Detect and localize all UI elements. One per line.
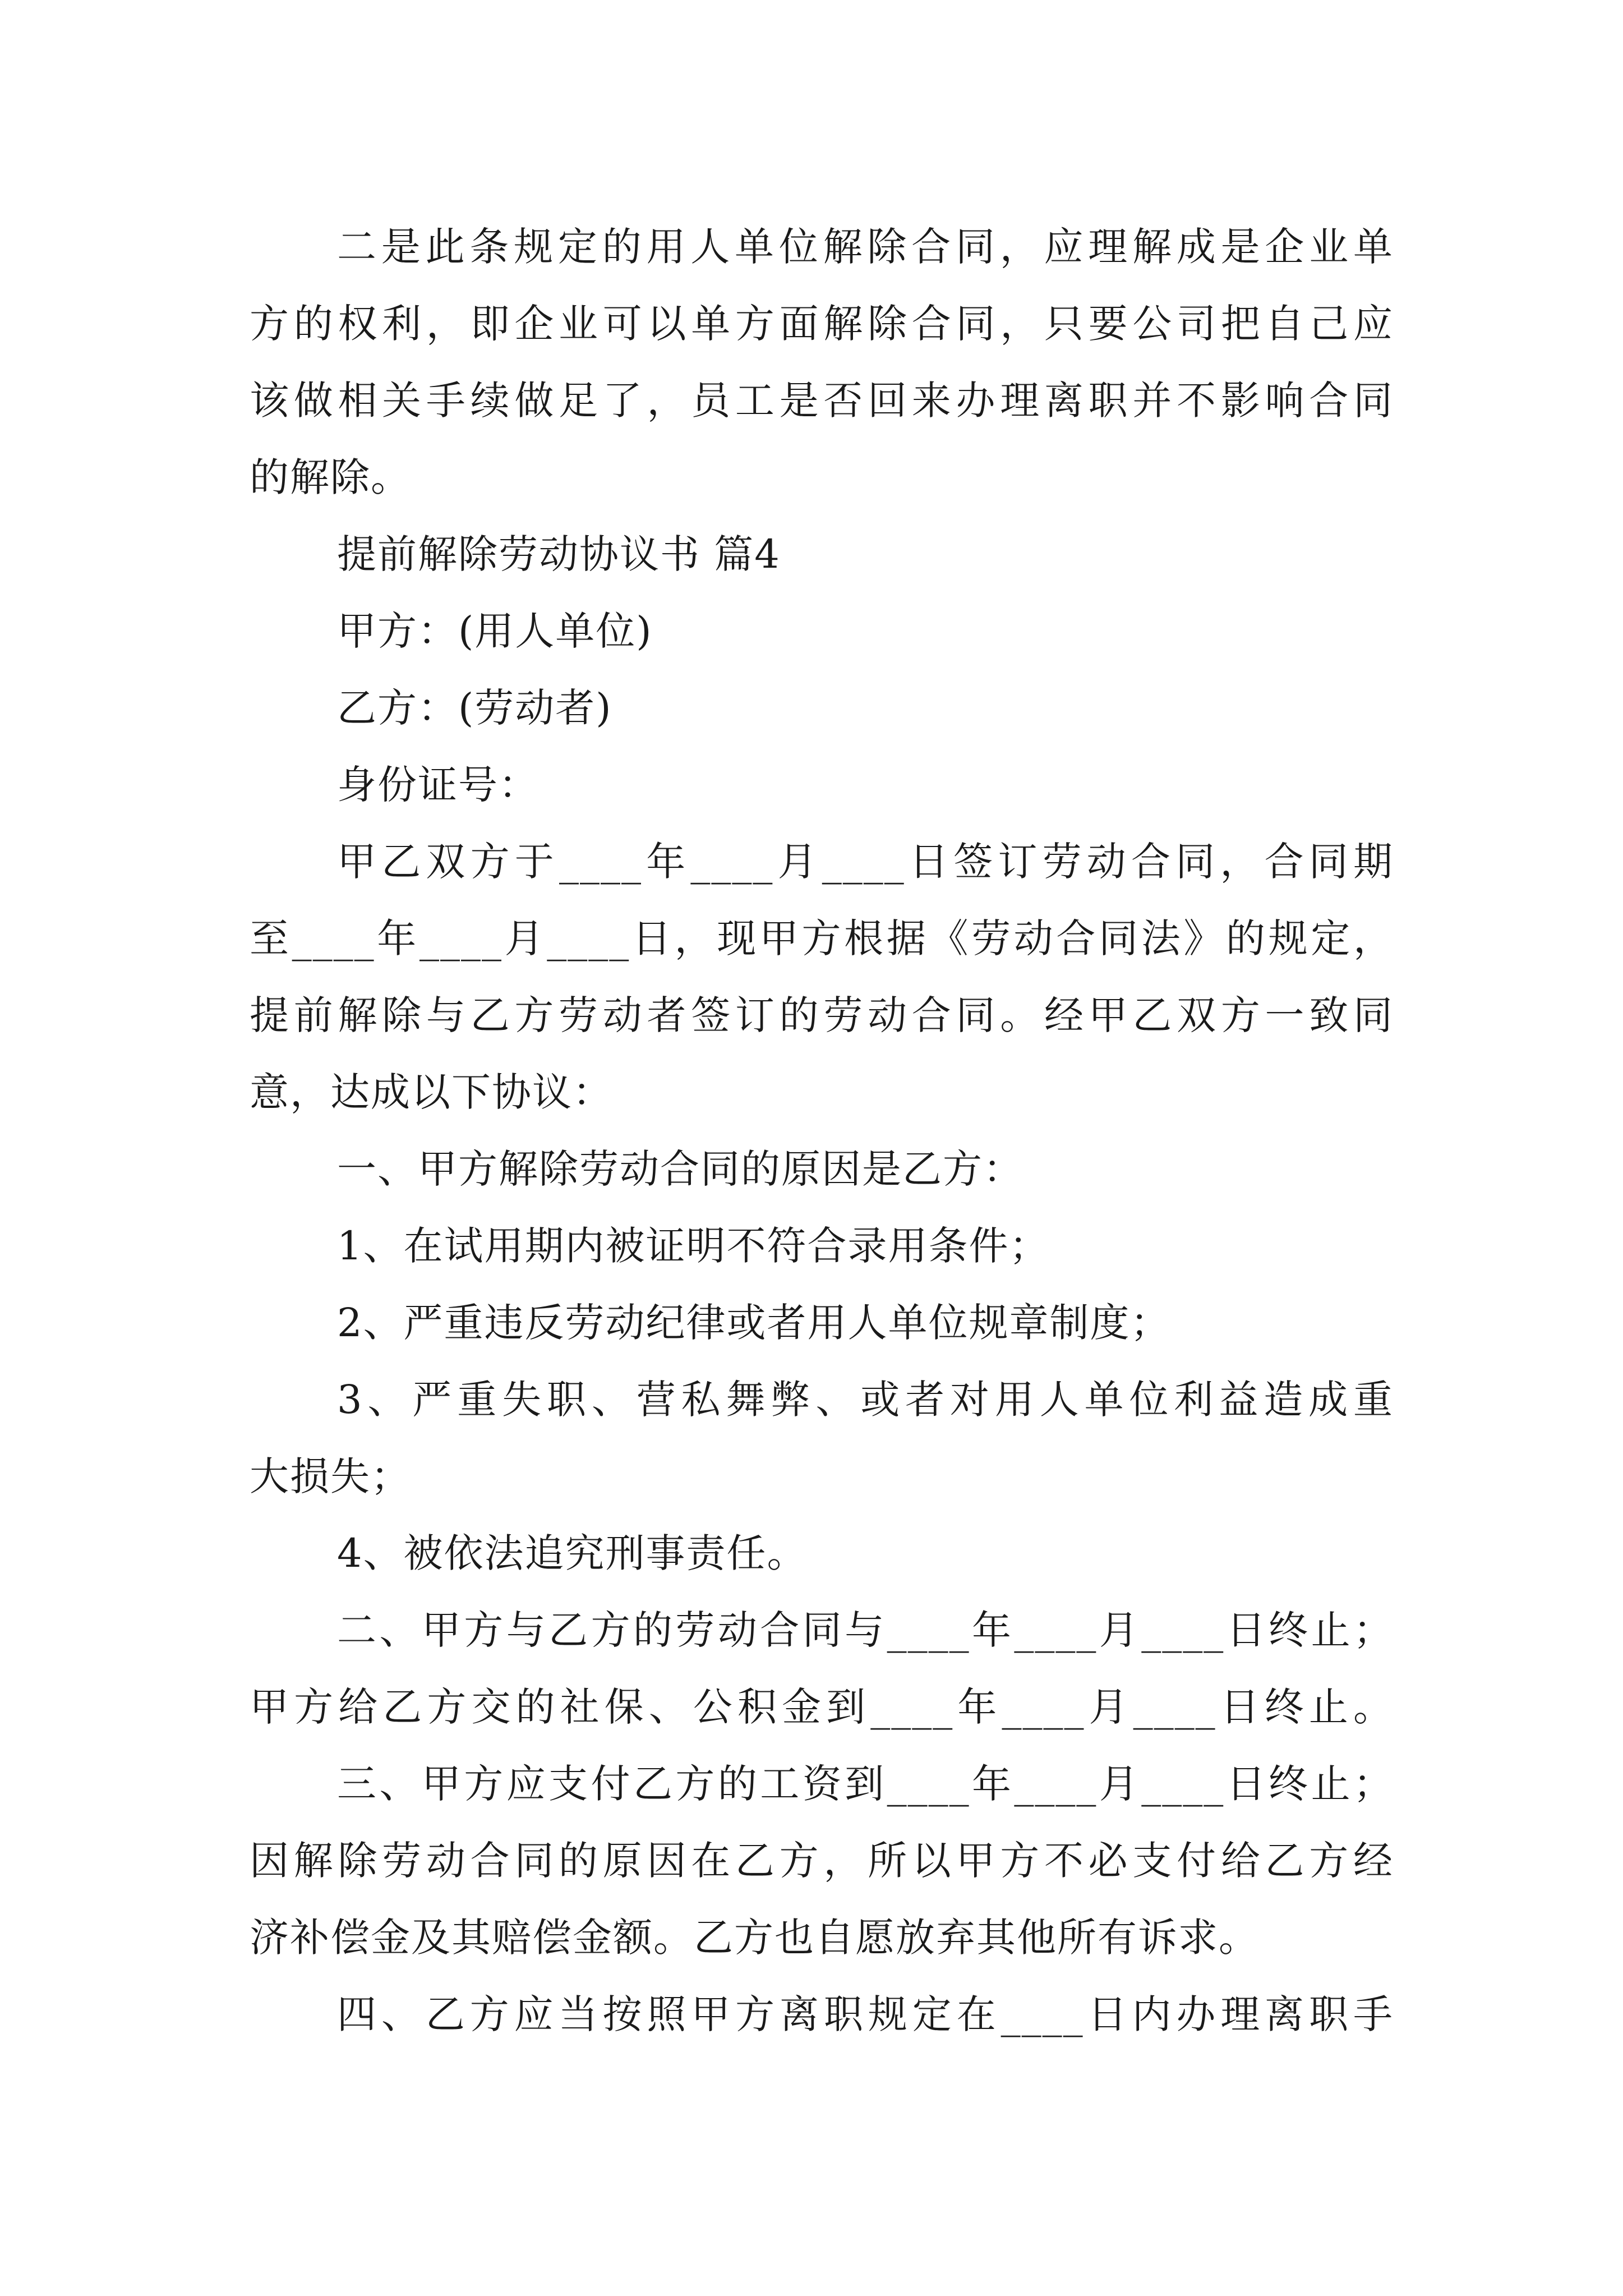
clause-line: 因解除劳动合同的原因在乙方，所以甲方不必支付给乙方经: [250, 1838, 1394, 1884]
paragraph-line: 二是此条规定的用人单位解除合同，应理解成是企业单: [337, 224, 1394, 270]
list-item: 2、严重违反劳动纪律或者用人单位规章制度；: [337, 1300, 1171, 1346]
section-heading: 提前解除劳动协议书 篇4: [337, 531, 781, 577]
paragraph-line: 提前解除与乙方劳动者签订的劳动合同。经甲乙双方一致同: [250, 992, 1394, 1038]
clause-line: 二、甲方与乙方的劳动合同与____年____月____日终止；: [337, 1607, 1394, 1653]
clause-line: 四、乙方应当按照甲方离职规定在____日内办理离职手: [337, 1991, 1394, 2037]
paragraph-line: 的解除。: [250, 454, 411, 500]
clause-line: 甲方给乙方交的社保、公积金到____年____月____日终止。: [250, 1684, 1394, 1730]
clause-line: 济补偿金及其赔偿金额。乙方也自愿放弃其他所有诉求。: [250, 1915, 1259, 1961]
paragraph-line: 该做相关手续做足了，员工是否回来办理离职并不影响合同: [250, 378, 1394, 424]
list-item: 3、严重失职、营私舞弊、或者对用人单位利益造成重: [337, 1377, 1394, 1423]
list-item: 4、被依法追究刑事责任。: [337, 1530, 808, 1576]
list-item-continuation: 大损失；: [250, 1453, 411, 1499]
paragraph-line: 方的权利，即企业可以单方面解除合同，只要公司把自己应: [250, 301, 1394, 347]
paragraph-line: 甲乙双方于____年____月____日签订劳动合同，合同期: [337, 839, 1394, 885]
clause-line: 三、甲方应支付乙方的工资到____年____月____日终止；: [337, 1761, 1394, 1807]
clause-heading: 一、甲方解除劳动合同的原因是乙方：: [337, 1146, 1023, 1192]
party-b-field: 乙方：(劳动者): [337, 685, 612, 731]
paragraph-line: 至____年____月____日，现甲方根据《劳动合同法》的规定，: [250, 915, 1394, 961]
party-a-field: 甲方：(用人单位): [337, 608, 653, 654]
id-number-field: 身份证号：: [337, 762, 539, 808]
paragraph-line: 意，达成以下协议：: [250, 1069, 613, 1115]
list-item: 1、在试用期内被证明不符合录用条件；: [337, 1223, 1050, 1269]
